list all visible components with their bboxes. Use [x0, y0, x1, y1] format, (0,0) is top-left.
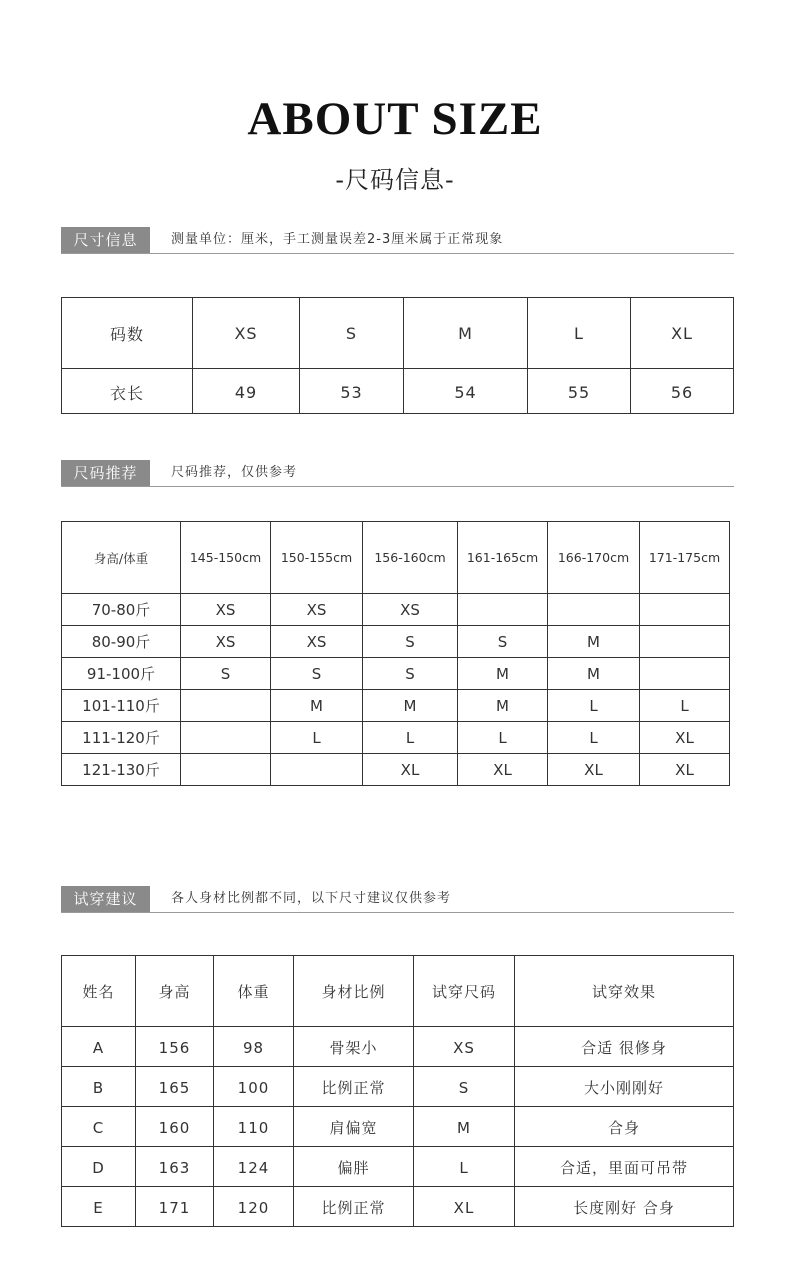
- size-table: [61, 297, 734, 414]
- table-cell: 98: [214, 1027, 294, 1067]
- table-header-cell: 156-160cm: [363, 522, 458, 594]
- table-cell: S: [363, 658, 458, 690]
- table-row: [62, 1187, 734, 1227]
- table-cell: L: [414, 1147, 515, 1187]
- table-header-row: [62, 956, 734, 1027]
- table-cell: M: [271, 690, 363, 722]
- table-cell: B: [62, 1067, 136, 1107]
- table-header-cell: 150-155cm: [271, 522, 363, 594]
- table-cell: XS: [363, 594, 458, 626]
- table-cell: 衣长: [62, 369, 193, 414]
- table-cell: L: [271, 722, 363, 754]
- table-header-cell: S: [300, 298, 404, 369]
- table-cell: 55: [528, 369, 631, 414]
- table-row: [62, 1067, 734, 1107]
- table-cell: 49: [193, 369, 300, 414]
- table-header-cell: XL: [631, 298, 734, 369]
- table-cell: 100: [214, 1067, 294, 1107]
- table-cell: 比例正常: [294, 1187, 414, 1227]
- table-row: [62, 369, 734, 414]
- table-cell: 比例正常: [294, 1067, 414, 1107]
- table-cell: [640, 626, 730, 658]
- table-cell: XL: [548, 754, 640, 786]
- section-header-tryon: [61, 886, 734, 913]
- table-header-cell: 姓名: [62, 956, 136, 1027]
- table-cell: M: [458, 690, 548, 722]
- table-row: [62, 1107, 734, 1147]
- table-row: [62, 1147, 734, 1187]
- table-cell: 骨架小: [294, 1027, 414, 1067]
- table-cell: [271, 754, 363, 786]
- section-tag: 试穿建议: [61, 886, 150, 912]
- table-row: [62, 1027, 734, 1067]
- table-cell: M: [458, 658, 548, 690]
- table-cell: S: [414, 1067, 515, 1107]
- table-row: [62, 658, 730, 690]
- table-header-row: [62, 522, 730, 594]
- table-cell: 偏胖: [294, 1147, 414, 1187]
- table-header-cell: L: [528, 298, 631, 369]
- tryon-table: [61, 955, 734, 1227]
- table-cell: S: [271, 658, 363, 690]
- recommend-table: [61, 521, 730, 786]
- table-cell: XL: [414, 1187, 515, 1227]
- table-cell: L: [548, 722, 640, 754]
- table-row: [62, 754, 730, 786]
- section-note: 测量单位：厘米，手工测量误差2-3厘米属于正常现象: [171, 232, 504, 247]
- table-cell: 160: [136, 1107, 214, 1147]
- table-cell: L: [548, 690, 640, 722]
- table-cell: M: [363, 690, 458, 722]
- page-subtitle: -尺码信息-: [335, 166, 455, 194]
- table-header-cell: 体重: [214, 956, 294, 1027]
- table-cell: [640, 594, 730, 626]
- table-cell: 大小刚刚好: [515, 1067, 734, 1107]
- page-title: ABOUT SIZE: [247, 93, 543, 145]
- table-cell: 171: [136, 1187, 214, 1227]
- table-cell: S: [458, 626, 548, 658]
- table-cell: 长度刚好 合身: [515, 1187, 734, 1227]
- table-cell: 54: [404, 369, 528, 414]
- table-cell: [181, 754, 271, 786]
- table-header-cell: 166-170cm: [548, 522, 640, 594]
- table-cell: A: [62, 1027, 136, 1067]
- table-cell: XS: [181, 594, 271, 626]
- table-cell: D: [62, 1147, 136, 1187]
- table-cell: XL: [363, 754, 458, 786]
- section-note: 尺码推荐，仅供参考: [171, 465, 298, 480]
- table-cell: L: [458, 722, 548, 754]
- table-row: [62, 626, 730, 658]
- table-cell: C: [62, 1107, 136, 1147]
- section-tag: 尺码推荐: [61, 460, 150, 486]
- table-cell: [181, 690, 271, 722]
- table-cell: 120: [214, 1187, 294, 1227]
- table-header-cell: 试穿尺码: [414, 956, 515, 1027]
- table-row: [62, 722, 730, 754]
- table-cell: [548, 594, 640, 626]
- table-cell: 124: [214, 1147, 294, 1187]
- table-cell: XS: [181, 626, 271, 658]
- table-cell: 70-80斤: [62, 594, 181, 626]
- table-cell: 165: [136, 1067, 214, 1107]
- table-cell: XL: [458, 754, 548, 786]
- section-header-size-info: [61, 227, 734, 254]
- table-cell: 53: [300, 369, 404, 414]
- table-cell: XL: [640, 722, 730, 754]
- table-cell: 合适 很修身: [515, 1027, 734, 1067]
- table-cell: 101-110斤: [62, 690, 181, 722]
- table-cell: 91-100斤: [62, 658, 181, 690]
- table-cell: M: [548, 658, 640, 690]
- table-cell: XL: [640, 754, 730, 786]
- table-header-cell: 161-165cm: [458, 522, 548, 594]
- table-cell: E: [62, 1187, 136, 1227]
- table-cell: L: [640, 690, 730, 722]
- table-cell: 111-120斤: [62, 722, 181, 754]
- table-cell: 合身: [515, 1107, 734, 1147]
- table-header-cell: 身材比例: [294, 956, 414, 1027]
- table-cell: 56: [631, 369, 734, 414]
- table-cell: 80-90斤: [62, 626, 181, 658]
- table-header-cell: 试穿效果: [515, 956, 734, 1027]
- table-row: [62, 690, 730, 722]
- table-cell: S: [181, 658, 271, 690]
- section-note: 各人身材比例都不同，以下尺寸建议仅供参考: [171, 891, 452, 906]
- table-cell: XS: [271, 594, 363, 626]
- table-header-cell: 171-175cm: [640, 522, 730, 594]
- table-header-row: [62, 298, 734, 369]
- table-cell: [181, 722, 271, 754]
- table-header-cell: XS: [193, 298, 300, 369]
- table-cell: M: [548, 626, 640, 658]
- table-cell: 156: [136, 1027, 214, 1067]
- table-header-cell: 身高: [136, 956, 214, 1027]
- table-header-cell: 身高/体重: [62, 522, 181, 594]
- table-header-cell: 145-150cm: [181, 522, 271, 594]
- table-header-cell: M: [404, 298, 528, 369]
- table-cell: M: [414, 1107, 515, 1147]
- table-cell: S: [363, 626, 458, 658]
- table-cell: [640, 658, 730, 690]
- table-cell: [458, 594, 548, 626]
- table-cell: 121-130斤: [62, 754, 181, 786]
- table-cell: 110: [214, 1107, 294, 1147]
- table-cell: 163: [136, 1147, 214, 1187]
- table-cell: 肩偏宽: [294, 1107, 414, 1147]
- section-tag: 尺寸信息: [61, 227, 150, 253]
- section-header-size-recommend: [61, 460, 734, 487]
- table-header-cell: 码数: [62, 298, 193, 369]
- table-cell: L: [363, 722, 458, 754]
- table-cell: XS: [414, 1027, 515, 1067]
- table-row: [62, 594, 730, 626]
- table-cell: XS: [271, 626, 363, 658]
- table-cell: 合适，里面可吊带: [515, 1147, 734, 1187]
